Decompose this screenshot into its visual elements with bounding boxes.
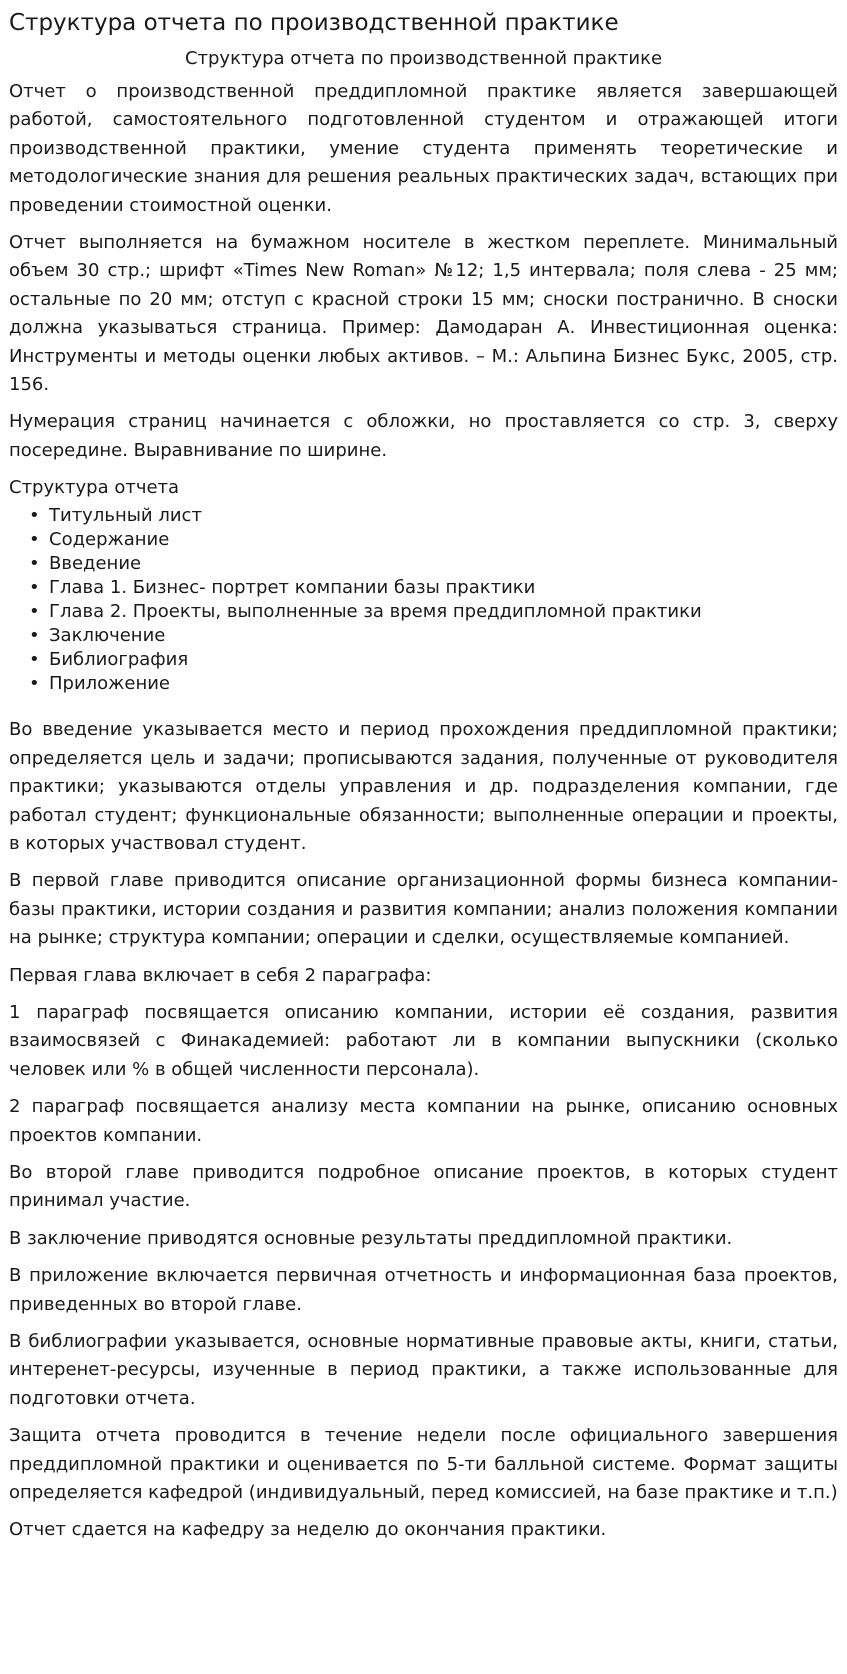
bullet-icon: • xyxy=(29,529,40,551)
paragraph-chapter-one-sections: Первая глава включает в себя 2 параграфа: xyxy=(9,964,432,986)
paragraph-chapter-one-content: В первой главе приводится описание организационной формы бизнеса компании-базы практики, истории создания и развития компании; анализ положения компании на рынке; структура компании; операции и сделки, осуществляемые компанией. xyxy=(9,870,838,949)
list-item-label: Приложение xyxy=(49,673,171,695)
list-item-label: Библиография xyxy=(49,649,189,671)
list-item-label: Титульный лист xyxy=(49,505,202,527)
document-title: Структура отчета по производственной практике xyxy=(184,48,663,69)
paragraph-bibliography: В библиографии указывается, основные нормативные правовые акты, книги, статьи, интеренет-ресурсы, изученные в период практики, а также использованные для подготовки отчета. xyxy=(9,1331,838,1409)
list-item-label: Глава 2. Проекты, выполненные за время преддипломной практики xyxy=(49,601,702,623)
list-item xyxy=(29,648,838,672)
body-section xyxy=(9,716,838,1545)
bullet-icon: • xyxy=(29,649,40,671)
list-item xyxy=(29,576,838,600)
list-item xyxy=(29,528,838,552)
list-item-label: Содержание xyxy=(49,529,170,551)
list-item xyxy=(29,552,838,576)
paragraph-defense: Защита отчета проводится в течение недели после официального завершения преддипломной практики и оценивается по 5-ти балльной системе. Формат защиты определяется кафедрой (индивидуальный, перед комиссией, на базе практике и т.п.) xyxy=(9,1425,838,1504)
paragraph-section-one: 1 параграф посвящается описанию компании, истории её создания, развития взаимосвязей с Финакадемией: работают ли в компании выпускники (сколько человек или % в общей численности персонала). xyxy=(9,1001,838,1080)
paragraph-chapter-two-content: Во второй главе приводится подробное описание проектов, в которых студент принимал участие. xyxy=(9,1161,838,1212)
paragraph-introduction-content: Во введение указывается место и период прохождения преддипломной практики; определяется цель и задачи; прописываются задания, полученные от руководителя практики; указываются отделы управления и др. подразделения компании, где работал студент; функциональные обязанности; выполненные операции и проекты, в которых участвовал студент. xyxy=(9,719,838,854)
list-item-label: Введение xyxy=(49,553,142,575)
page-heading: Структура отчета по производственной практике xyxy=(9,10,619,36)
list-item-label: Глава 1. Бизнес- портрет компании базы практики xyxy=(49,577,536,599)
list-item xyxy=(29,504,838,528)
paragraph-formatting-requirements: Отчет выполняется на бумажном носителе в жестком переплете. Минимальный объем 30 стр.; шрифт «Times New Roman» №12; 1,5 интервала; поля слева - 25 мм; остальные по 20 мм; отступ с красной строки 15 мм; сноски постранично. В сноски должна указываться страница. Пример: Дамодаран А. Инвестиционная оценка: Инструменты и методы оценки любых активов. – М.: Альпина Бизнес Букс, 2005, стр. 156. xyxy=(9,232,838,396)
bullet-icon: • xyxy=(29,673,40,695)
bullet-icon: • xyxy=(29,505,40,527)
intro-section xyxy=(9,78,838,465)
paragraph-submission: Отчет сдается на кафедру за неделю до окончания практики. xyxy=(9,1519,607,1541)
paragraph-appendix: В приложение включается первичная отчетность и информационная база проектов, приведенных во второй главе. xyxy=(9,1265,838,1315)
structure-list xyxy=(9,504,838,696)
list-item xyxy=(29,624,838,648)
list-item xyxy=(29,600,838,624)
bullet-icon: • xyxy=(29,625,40,647)
paragraph-section-two: 2 параграф посвящается анализу места компании на рынке, описанию основных проектов компании. xyxy=(9,1096,838,1146)
paragraph-conclusion: В заключение приводятся основные результаты преддипломной практики. xyxy=(9,1227,733,1249)
list-item-label: Заключение xyxy=(49,625,166,647)
paragraph-page-numbering: Нумерация страниц начинается с обложки, но проставляется со стр. 3, сверху посередине. Выравнивание по ширине. xyxy=(9,411,838,461)
bullet-icon: • xyxy=(29,553,40,575)
bullet-icon: • xyxy=(29,577,40,599)
structure-label: Структура отчета xyxy=(9,477,180,499)
bullet-icon: • xyxy=(29,601,40,623)
paragraph-report-purpose: Отчет о производственной преддипломной практике является завершающей работой, самостоятельного подготовленной студентом и отражающей итоги производственной практики, умение студента применять теоретические и методологические знания для решения реальных практических задач, встающих при проведении стоимостной оценки. xyxy=(9,81,838,216)
list-item xyxy=(29,672,838,696)
